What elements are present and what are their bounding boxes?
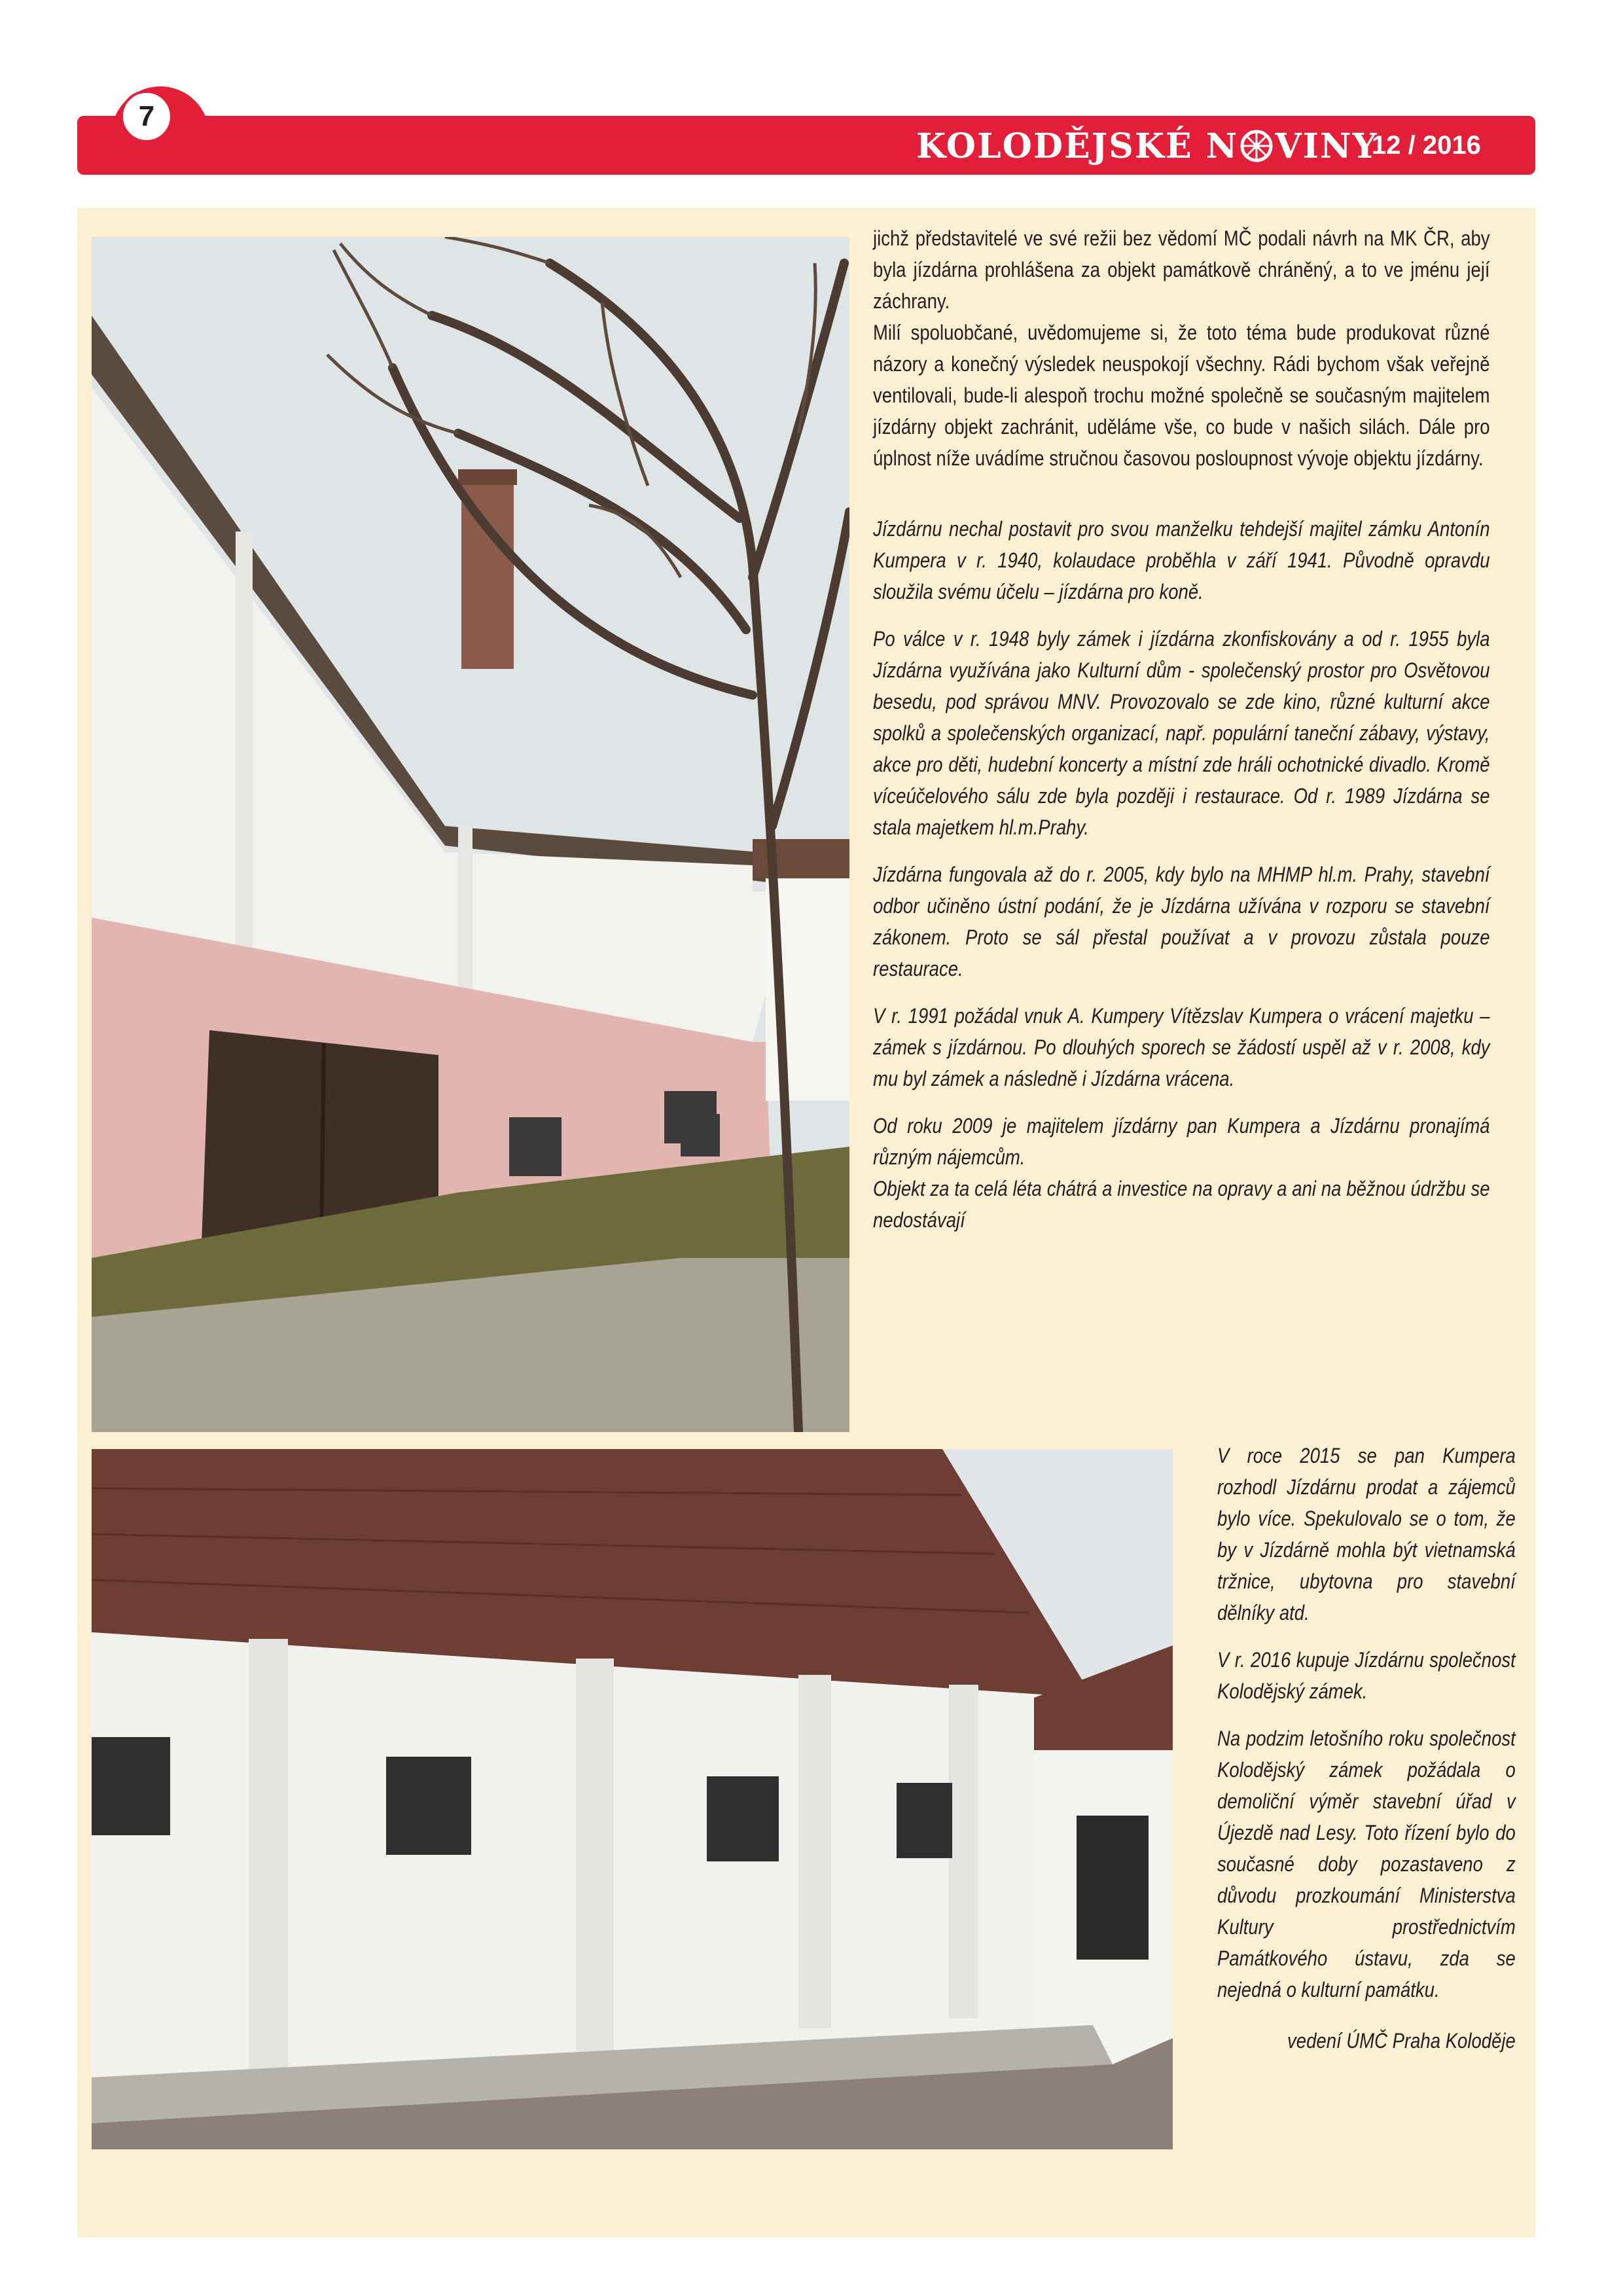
article-signature: vedení ÚMČ Praha Koloděje: [1287, 2029, 1516, 2053]
article-paragraph: V r. 1991 požádal vnuk A. Kumpery Vítězslav Kumpera o vrácení majetku – zámek s jízdárnou. Po dlouhých sporech se žádostí uspěl až v r. 2008, kdy mu byl zámek a následně i Jízdárna vrácena.: [873, 1004, 1490, 1090]
riding-hall-courtyard-photo: [92, 1449, 1173, 2149]
article-paragraph: jichž představitelé ve své režii bez vědomí MČ podali návrh na MK ČR, aby byla jízdárna prohlášena za objekt památkově chráněný, a to ve jménu její záchrany.: [873, 226, 1490, 313]
issue-number: 12 / 2016: [1372, 131, 1481, 160]
article-paragraph: V roce 2015 se pan Kumpera rozhodl Jízdárnu prodat a zájemců bylo více. Spekulovalo se o tom, že by v Jízdárně mohla být vietnamská tržnice, ubytovna pro stavební dělníky atd.: [1217, 1444, 1516, 1624]
article-right-column: [873, 223, 1490, 1236]
article-bottom-column: [1217, 1440, 1516, 2056]
article-paragraph: Od roku 2009 je majitelem jízdárny pan Kumpera a Jízdárnu pronajímá různým nájemcům.: [873, 1114, 1490, 1169]
riding-hall-side-photo: [92, 237, 849, 1432]
page-number: 7: [120, 90, 173, 143]
article-paragraph: Objekt za ta celá léta chátrá a investice na opravy a ani na běžnou údržbu se nedostávají: [873, 1177, 1490, 1232]
article-paragraph: Jízdárnu nechal postavit pro svou manželku tehdejší majitel zámku Antonín Kumpera v r. 1940, kolaudace proběhla v září 1941. Původně opravdu sloužila svému účelu – jízdárna pro koně.: [873, 517, 1490, 603]
article-paragraph: Na podzim letošního roku společnost Kolodějský zámek požádala o demoliční výměr stavební úřad v Újezdě nad Lesy. Toto řízení bylo do současné doby pozastaveno z důvodu prozkoumání Ministerstva Kultury prostřednictvím Památkového ústavu, zda se nejedná o kulturní památku.: [1217, 1727, 1516, 2001]
masthead-text-start: KOLODĚJSKÉ N: [916, 126, 1239, 166]
article-paragraph: V r. 2016 kupuje Jízdárnu společnost Kolodějský zámek.: [1217, 1648, 1516, 1703]
article-paragraph: Milí spoluobčané, uvědomujeme si, že toto téma bude produkovat různé názory a konečný výsledek neuspokojí všechny. Rádi bychom však veřejně ventilovali, bude-li alespoň trochu možné společně se současným majitelem jízdárny objekt zachránit, uděláme vše, co bude v našich silách. Dále pro úplnost níže uvádíme stručnou časovou posloupnost vývoje objektu jízdárny.: [873, 321, 1490, 470]
article-paragraph: Jízdárna fungovala až do r. 2005, kdy bylo na MHMP hl.m. Prahy, stavební odbor učiněno ústní podání, že je Jízdárna užívána v rozporu se stavební zákonem. Proto se sál přestal používat a v provozu zůstala pouze restaurace.: [873, 863, 1490, 980]
article-paragraph: Po válce v r. 1948 byly zámek i jízdárna zkonfiskovány a od r. 1955 byla Jízdárna využívána jako Kulturní dům - společenský prostor pro Osvětovou besedu, pod správou MNV. Provozovalo se zde kino, různé kulturní akce spolků a společenských organizací, např. populární taneční zábavy, výstavy, akce pro děti, hudební koncerty a místní zde hráli ochotnické divadlo. Kromě víceúčelového sálu zde byla později i restaurace. Od r. 1989 Jízdárna se stala majetkem hl.m.Prahy.: [873, 627, 1490, 839]
masthead-title: [916, 124, 1378, 168]
masthead-text-end: VINY: [1275, 126, 1378, 166]
wheel-logo-icon: [1240, 129, 1274, 163]
